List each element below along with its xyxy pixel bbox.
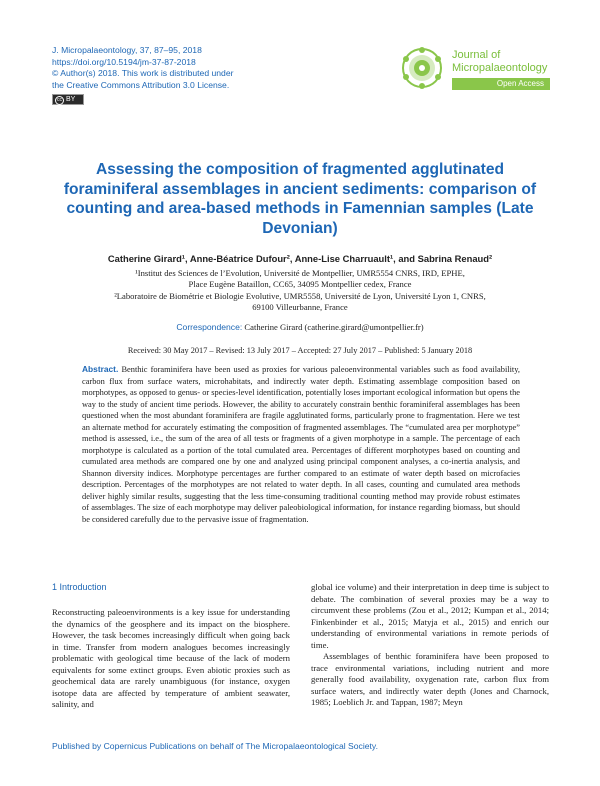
- logo-line1: Journal of: [452, 49, 501, 61]
- intro-paragraph: Assemblages of benthic foraminifera have been proposed to trace environmental variations, including nutrient and more generally food availability, oxygenation rate, carbon flux from surface waters, and indirectly water depth (Jones and Charnock, 1985; Loeblich Jr. and Tappan, 1987; Meyn: [311, 651, 549, 708]
- logo-line2: Micropalaeontology: [452, 62, 548, 74]
- citation-license[interactable]: the Creative Commons Attribution 3.0 License.: [52, 79, 230, 90]
- paper-title: Assessing the composition of fragmented agglutinated foraminiferal assemblages in ancient sediments: comparison of counting and area-based methods in Famennian samples (Late Devonian): [63, 161, 537, 237]
- affiliation-line: 69100 Villeurbanne, France: [252, 302, 348, 313]
- affiliation-line: ¹Institut des Sciences de l’Evolution, Université de Montpellier, UMR5554 CNRS, IRD, EPHE,: [135, 268, 465, 278]
- abstract-text: Benthic foraminifera have been used as proxies for various paleoenvironmental variables such as food availability, carbon flux from surface waters, microhabitats, and indirectly water depth. Estimating assemblage composition based on morphotypes, as opposed to genus- or species-level identification, potentially loses important ecological information but opens the way to the study of ancient time periods. However, the ability to accurately constrain benthic foraminiferal assemblages has been questioned when the most abundant foraminifera are fragile agglutinated forms, particularly prone to fragmentation. Here we test an alternate method for accurately estimating the composition of fragmented assemblages. The “cumulated area per morphotype” method is assessed, i.e., the sum of the area of all tests or fragments of a given morphotype in a sample. The percentage of each morphotype is calculated as a portion of the total cumulated area. Percentages of different morphotypes based on counting and cumulated area methods are compared one by one and analyzed using principal component analyses, a co-inertia analysis, and Shannon diversity indices. Morphotype percentages are further compared to an estimate of water depth based on microfacies description. Percentages of the morphotypes are not related to water depth. In all cases, counting and cumulated area methods deliver highly similar results, suggesting that the less time-consuming traditional counting method may provide robust estimates of assemblages. The size of each morphotype may deliver paleobiological information, for instance regarding biomass, but should be considered carefully due to the pervasive issue of fragmentation.: [82, 365, 520, 524]
- correspondence: [40, 322, 560, 332]
- correspondence-email-link[interactable]: Catherine Girard (catherine.girard@umontpellier.fr): [242, 322, 424, 332]
- journal-logo: [398, 46, 550, 90]
- publication-dates: Received: 30 May 2017 – Revised: 13 July 2017 – Accepted: 27 July 2017 – Published: 5 January 2018: [127, 346, 473, 355]
- cc-icon: cc: [57, 97, 62, 103]
- citation-doi-link[interactable]: https://doi.org/10.5194/jm-37-87-2018: [52, 56, 196, 67]
- body-column-left: [52, 607, 290, 711]
- affiliations: [40, 268, 560, 314]
- publisher-footer[interactable]: Published by Copernicus Publications on behalf of The Micropalaeontological Society.: [52, 741, 378, 751]
- intro-paragraph: global ice volume) and their interpretation in deep time is subject to debate. The combination of several proxies may be a way to circumvent these problems (Zou et al., 2012; Kumpan et al., 2014; Finkenbinder et al., 2015; Matyja et al., 2015) and enrich our understanding of environmental variations in remote periods of time.: [311, 582, 549, 650]
- affiliation-line: ²Laboratoire de Biométrie et Biologie Evolutive, UMR5558, Université de Lyon, Université Lyon 1, CNRS,: [114, 290, 486, 301]
- cc-by-label: BY: [66, 96, 76, 103]
- open-access-badge: Open Access: [452, 78, 550, 90]
- citation-copyright: © Author(s) 2018. This work is distributed under: [52, 68, 234, 79]
- section-heading-introduction: 1 Introduction: [52, 582, 107, 592]
- affiliation-line: Place Eugène Bataillon, CC65, 34095 Montpellier cedex, France: [188, 279, 412, 290]
- foraminifera-logo-icon: [398, 46, 446, 90]
- abstract-label: Abstract.: [82, 364, 119, 374]
- intro-paragraph: Reconstructing paleoenvironments is a key issue for understanding the dynamics of the geosphere and its impact on the biosphere. However, the task becomes increasingly difficult when going back in time. Transfer from modern analogues becomes increasingly problematic with geological time because of the lack of modern equivalents for some extinct groups. Even abiotic proxies such as geochemical data are rarely unambiguous (for instance, oxygen isotope data are affected by temperature of ambient seawater, salinity, and: [52, 607, 290, 710]
- author-list: Catherine Girard¹, Anne-Béatrice Dufour², Anne-Lise Charruault¹, and Sabrina Renaud²: [107, 253, 493, 264]
- body-column-right: [311, 582, 549, 709]
- citation-journal: J. Micropalaeontology, 37, 87–95, 2018: [52, 45, 202, 55]
- abstract: [82, 364, 520, 525]
- citation-block: [52, 45, 233, 91]
- cc-license-badge[interactable]: [52, 94, 84, 105]
- correspondence-label: Correspondence:: [176, 322, 243, 332]
